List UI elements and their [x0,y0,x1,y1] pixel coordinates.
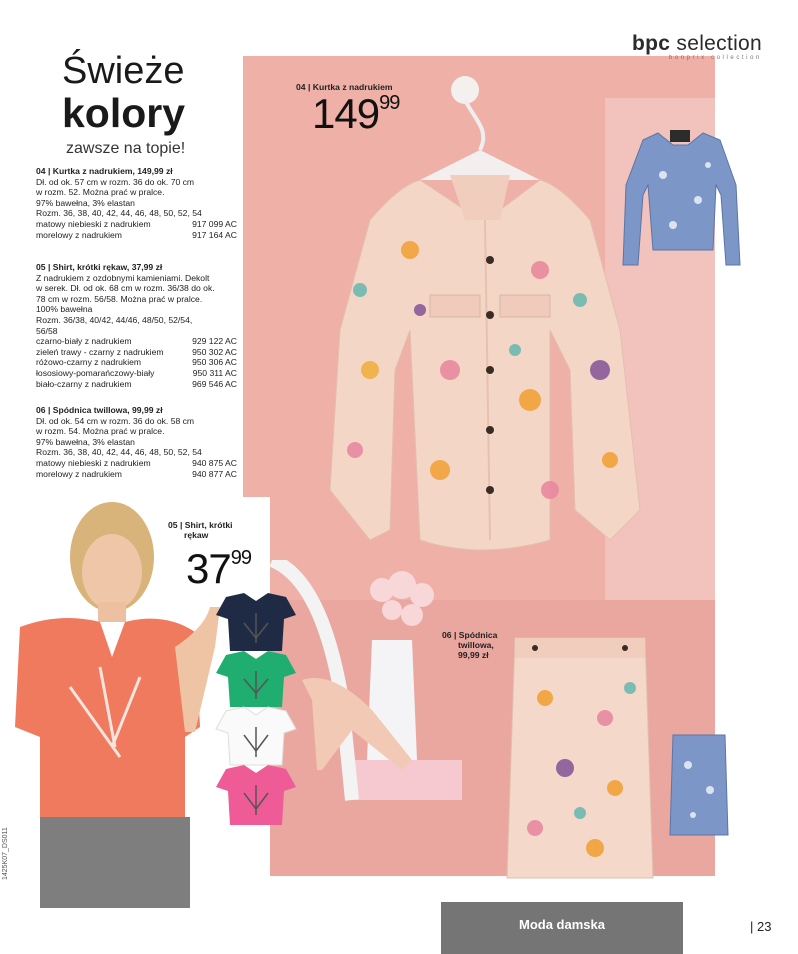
jacket-label: 04 | Kurtka z nadrukiem [296,82,393,92]
headline-line1: Świeże [62,50,185,92]
variant-row: matowy niebieski z nadrukiem 917 099 AC [36,218,237,229]
jacket-price: $149^{99}$ [312,90,400,137]
section-footer-bar: Moda damska [441,902,683,954]
variant-row: biało-czarny z nadrukiem 969 546 AC [36,378,237,389]
brand-subtitle: bonprix collection [668,55,762,61]
variant-row: morelowy z nadrukiem 917 164 AC [36,229,237,240]
skirt-label: 06 | Spódnica twillowa, 99,99 zł [442,630,498,660]
spec-line: 100% bawełna [36,304,93,315]
spec-line: Rozm. 36, 38, 40, 42, 44, 46, 48, 50, 52, 54 [36,447,202,458]
spec-title: 05 | Shirt, krótki rękaw, 37,99 zł [36,262,163,272]
blue-skirt-thumbnail [668,730,730,840]
spec-jacket [36,166,237,240]
jacket-image [300,70,660,570]
hanger-hook-icon [451,76,479,104]
variant-row: czarno-biały z nadrukiem 929 122 AC [36,336,237,347]
variant-row: łososiowy-pomarańczowy-biały 950 311 AC [36,367,237,378]
headline-tagline: zawsze na topie! [66,140,186,157]
spec-skirt [36,405,237,479]
spec-title: 04 | Kurtka z nadrukiem, 149,99 zł [36,166,173,176]
spec-line: 56/58 [36,325,58,336]
spec-line: w rozm. 54. Można prać w pralce. [36,426,165,437]
shirt-price: $37^{99}$ [186,545,251,592]
tshirt-variants-image [214,593,299,825]
spec-line: 97% bawełna, 3% elastan [36,436,135,447]
skirt-image [505,628,655,883]
blue-jacket-thumbnail [618,125,743,275]
variant-row: zieleń trawy - czarny z nadrukiem 950 302 AC [36,346,237,357]
variant-row: różowo-czarny z nadrukiem 950 306 AC [36,357,237,368]
spec-line: w serek. Dł. od ok. 68 cm w rozm. 36/38 do ok. [36,283,215,294]
spec-line: w rozm. 52. Można prać w pralce. [36,187,165,198]
spec-line: 78 cm w rozm. 56/58. Można prać w pralce. [36,293,203,304]
shirt-label: 05 | Shirt, krótki rękaw [168,520,233,540]
brand-logo: bpc selection [632,32,762,55]
spec-line: Rozm. 36, 38, 40, 42, 44, 46, 48, 50, 52, 54 [36,208,202,219]
spec-line: Dł. od ok. 54 cm w rozm. 36 do ok. 58 cm [36,415,195,426]
headline-line2: kolory [62,90,186,136]
spec-line: Rozm. 36/38, 40/42, 44/46, 48/50, 52/54, [36,314,193,325]
spec-line: 97% bawełna, 3% elastan [36,197,135,208]
page-number: | 23 [750,919,772,934]
spec-line: Dł. od ok. 57 cm w rozm. 36 do ok. 70 cm [36,176,195,187]
catalog-code: 1425K07_DS011 [2,827,9,880]
variant-row: morelowy z nadrukiem 940 877 AC [36,468,237,479]
spec-line: Z nadrukiem z ozdobnymi kamieniami. Dekolt [36,272,210,283]
spec-title: 06 | Spódnica twillowa, 99,99 zł [36,405,163,415]
spec-shirt [36,262,237,389]
variant-row: matowy niebieski z nadrukiem 940 875 AC [36,457,237,468]
